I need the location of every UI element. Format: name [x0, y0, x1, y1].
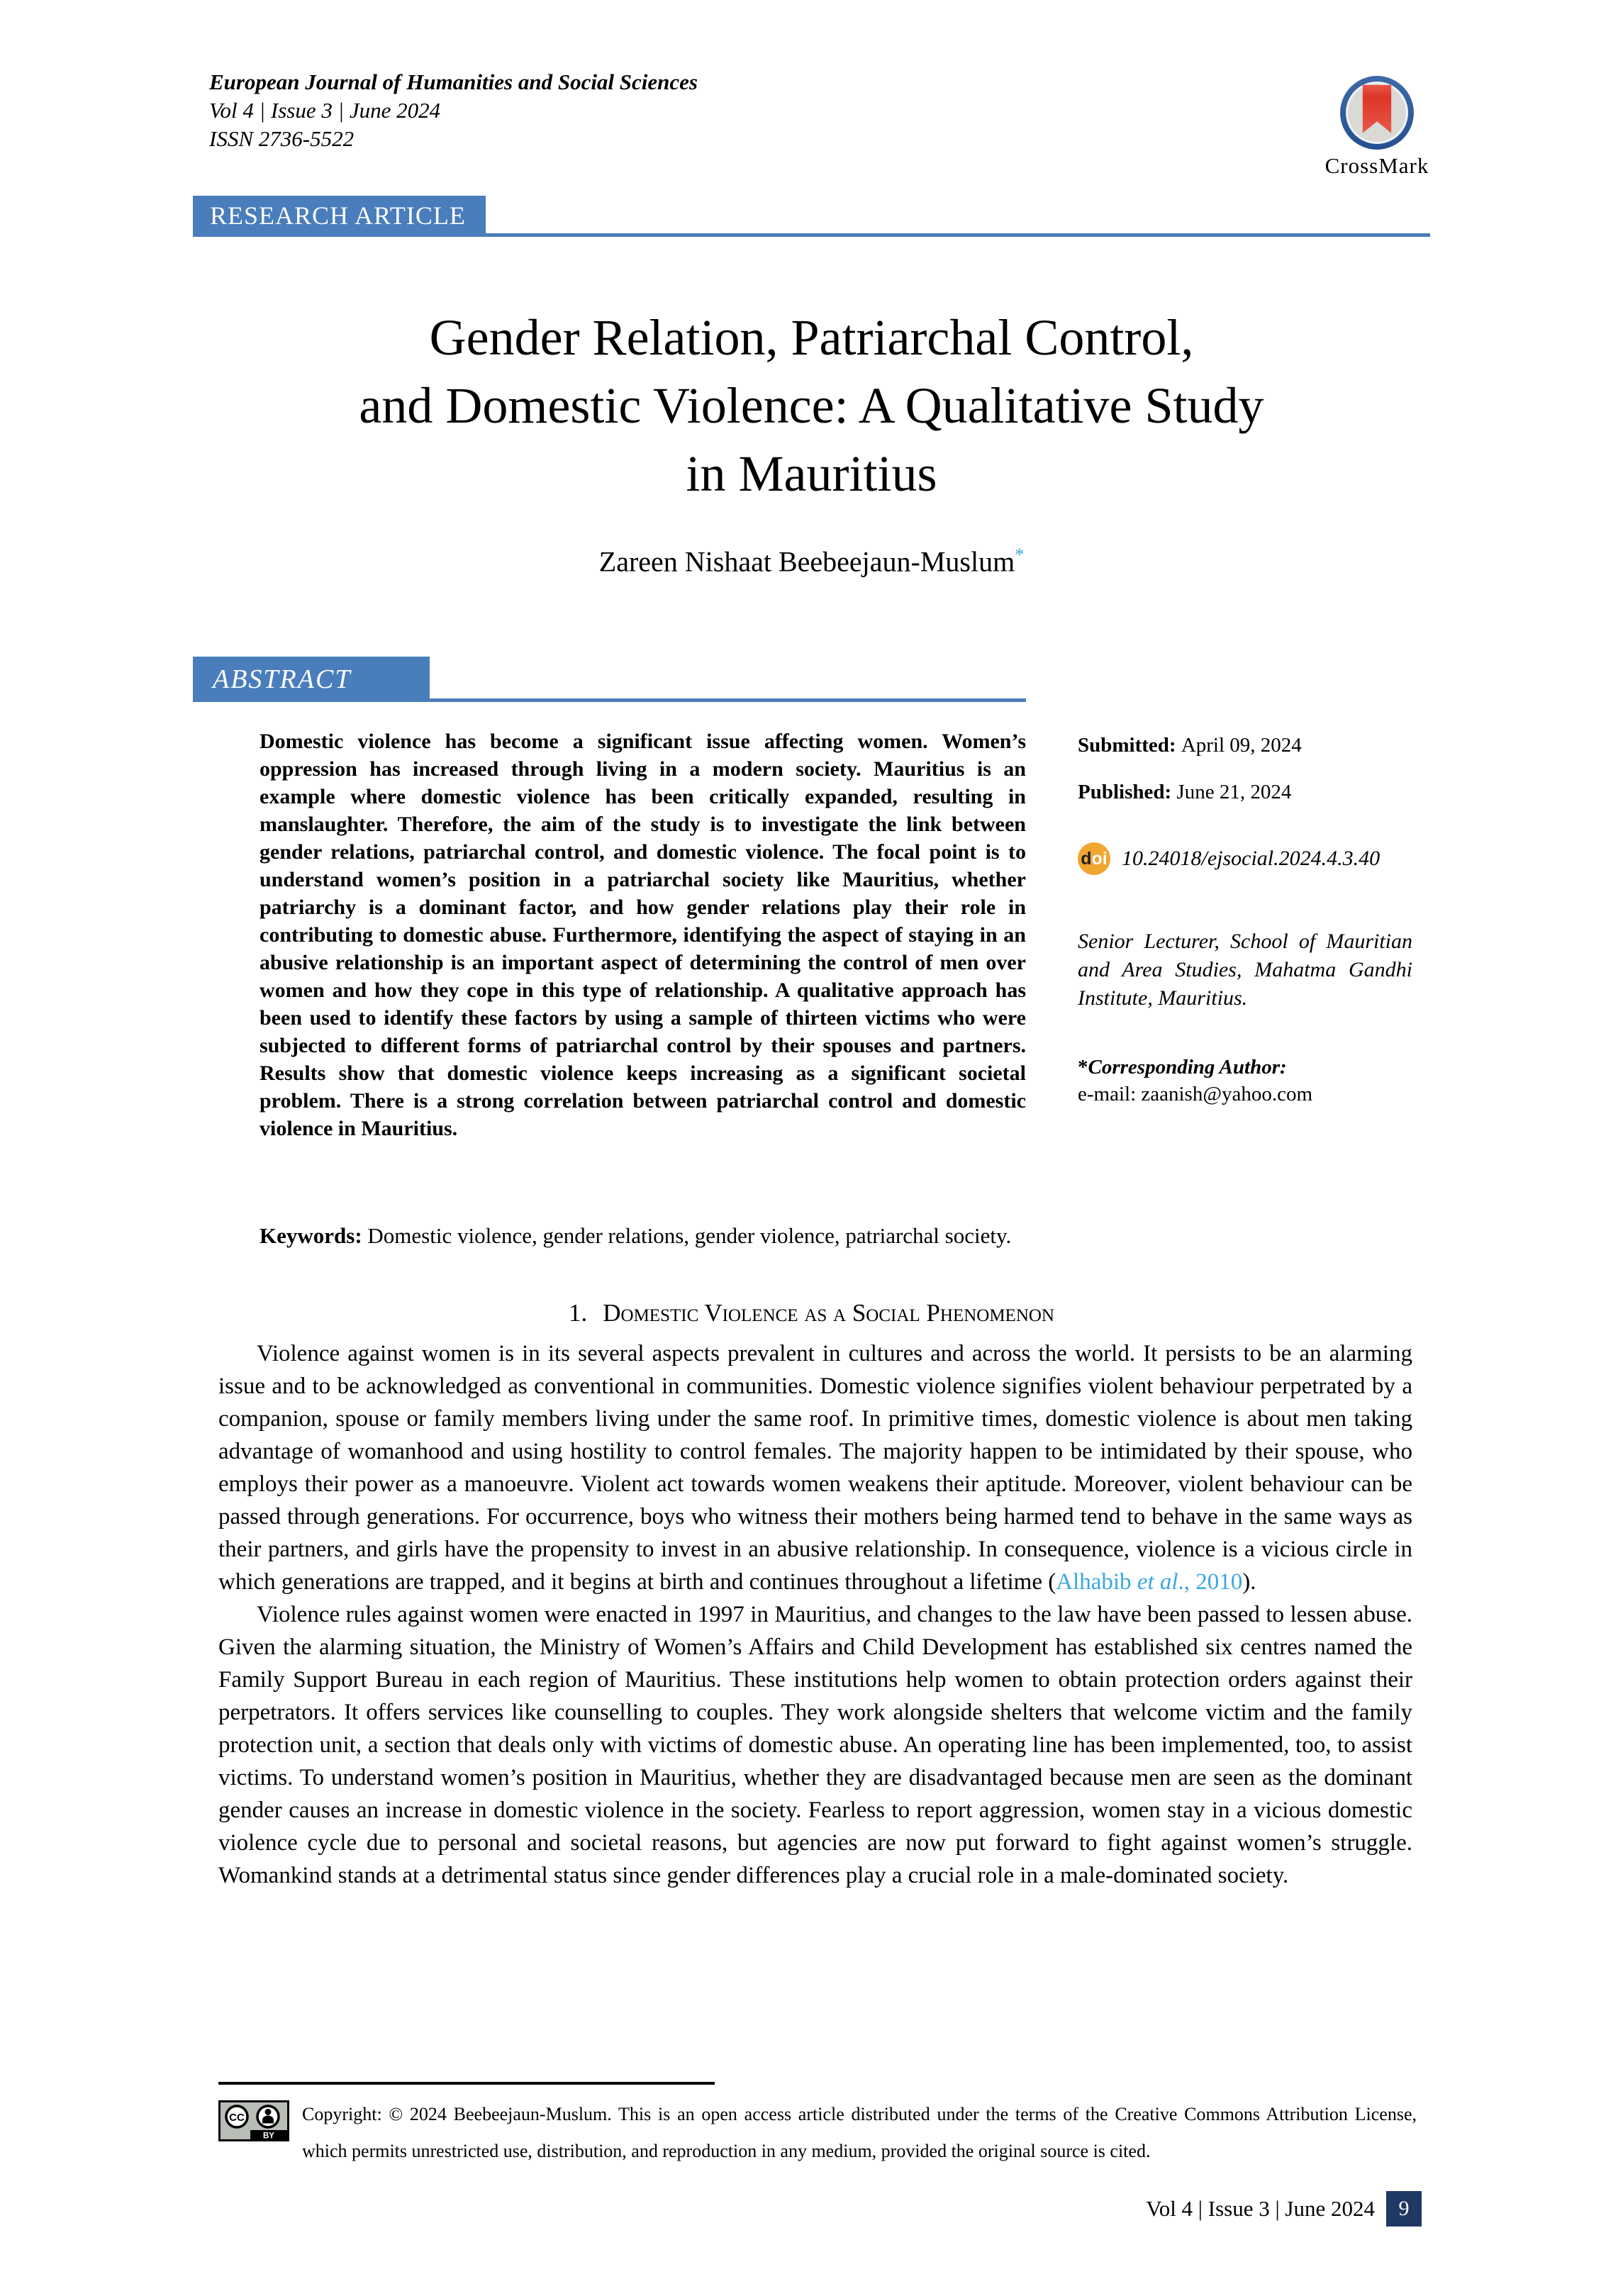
submitted-row [1078, 732, 1412, 759]
doi-value[interactable]: 10.24018/ejsocial.2024.4.3.40 [1122, 847, 1381, 870]
keywords-label: Keywords: [260, 1223, 362, 1248]
corresponding-author-label: *Corresponding Author: [1078, 1056, 1287, 1079]
keywords-text: Domestic violence, gender relations, gender violence, patriarchal society. [362, 1223, 1012, 1248]
author-affiliation: Senior Lecturer, School of Mauritian and Area Studies, Mahatma Gandhi Institute, Mauritius. [1078, 930, 1412, 1010]
page-title [193, 303, 1430, 508]
journal-issn: ISSN 2736-5522 [209, 126, 355, 151]
published-row [1078, 779, 1412, 806]
title-line-2: and Domestic Violence: A Qualitative Study [359, 377, 1264, 434]
journal-masthead [209, 68, 698, 153]
journal-name: European Journal of Humanities and Social Sciences [209, 69, 698, 94]
published-date: June 21, 2024 [1176, 781, 1292, 803]
title-line-3: in Mauritius [686, 445, 937, 502]
body-text [218, 1337, 1412, 1892]
submitted-date: April 09, 2024 [1181, 734, 1302, 757]
citation-link-alhabib-2010[interactable]: Alhabib et al., 2010 [1056, 1569, 1243, 1595]
author-name: Zareen Nishaat Beebeejaun-Muslum [598, 545, 1015, 578]
corresponding-author-email: e-mail: zaanish@yahoo.com [1078, 1083, 1313, 1105]
section-1-heading [193, 1299, 1430, 1327]
article-type-row [193, 196, 1430, 237]
svg-text:CC: CC [229, 2112, 245, 2124]
corresponding-author-asterisk: * [1015, 545, 1025, 565]
section-1-number: 1. [569, 1299, 588, 1327]
crossmark-label: CrossMark [1324, 153, 1429, 178]
footer-volume-text: Vol 4 | Issue 3 | June 2024 [1146, 2196, 1375, 2221]
copyright-block [218, 2096, 1417, 2170]
crossmark-logo-icon [1320, 75, 1434, 150]
corresponding-author-block [1078, 1054, 1412, 1108]
doi-row [1078, 842, 1412, 875]
author-line [193, 545, 1430, 578]
footnote-rule [218, 2082, 715, 2085]
article-meta-sidebar [1078, 732, 1412, 1108]
crossmark-widget[interactable] [1320, 75, 1434, 179]
abstract-heading: ABSTRACT [193, 657, 430, 702]
abstract-text: Domestic violence has become a significant issue affecting women. Women’s oppression has increased through living in a modern society. Mauritius is an example where domestic violence has been critically expanded, resulting in manslaughter. Therefore, the aim of the study is to investigate the link between gender relations, patriarchal control, and domestic violence. The focal point is to understand women’s position in a patriarchal society like Mauritius, whether patriarchy is a dominant factor, and how gender relations play their role in contributing to domestic abuse. Furthermore, identifying the aspect of staying in an abusive relationship is an important aspect of determining the control of men over women and how they cope in this type of relationship. A qualitative approach has been used to identify these factors by using a sample of thirteen victims who were subjected to different forms of patriarchal control by their spouses and partners. Results show that domestic violence keeps increasing as a significant societal problem. There is a strong correlation between patriarchal control and domestic violence in Mauritius. [260, 730, 1026, 1140]
copyright-text: Copyright: © 2024 Beebeejaun-Muslum. This is an open access article distributed under the terms of the Creative Commons Attribution License, which permits unrestricted use, distribution, and reproduction in any medium, provided the original source is cited. [302, 2104, 1417, 2161]
submitted-label: Submitted: [1078, 734, 1181, 757]
published-label: Published: [1078, 781, 1177, 803]
footer-volume-row [193, 2191, 1422, 2227]
body-paragraph-2: Violence rules against women were enacted in 1997 in Mauritius, and changes to the law have been passed to lessen abuse. Given the alarming situation, the Ministry of Women’s Affairs and Child Development has established six centres named the Family Support Bureau in each region of Mauritius. These institutions help women to obtain protection orders against their perpetrators. It offers services like counselling to couples. They work alongside shelters that welcome victim and the family protection unit, a section that deals only with victims of domestic abuse. An operating line has been implemented, too, to assist victims. To understand women’s position in Mauritius, whether they are disadvantaged because men are seen as the dominant gender causes an increase in domestic violence in the society. Fearless to report aggression, women stay in a vicious domestic violence cycle due to personal and societal reasons, but agencies are now put forward to fight against women’s struggle. Womankind stands at a detrimental status since gender differences play a crucial role in a male-dominated society. [218, 1602, 1412, 1888]
page-number-badge: 9 [1386, 2191, 1422, 2227]
section-1-title: Domestic Violence as a Social Phenomenon [603, 1299, 1054, 1327]
research-article-badge: RESEARCH ARTICLE [193, 196, 486, 237]
keywords-block [260, 1221, 1026, 1251]
journal-issue-line: Vol 4 | Issue 3 | June 2024 [209, 98, 441, 123]
cc-by-icon[interactable] [218, 2100, 289, 2154]
header-rule [486, 233, 1430, 237]
body-paragraph-1: Violence against women is in its several aspects prevalent in cultures and across the world. It persists to be an alarming issue and to be acknowledged as conventional in communities. Domestic violence signifies violent behaviour perpetrated by a companion, spouse or family members living under the same roof. In primitive times, domestic violence is about men taking advantage of womanhood and using hostility to control females. The majority happen to be intimidated by their spouse, who employs their power as a manoeuvre. Violent act towards women weakens their aptitude. Moreover, violent behaviour can be passed through generations. For occurrence, boys who witness their mothers being harmed tend to behave in the same ways as their partners, and girls have the propensity to invest in an abusive relationship. In consequence, violence is a vicious circle in which generations are trapped, and it begins at birth and continues throughout a lifetime (Alhabib et al., 2010). [218, 1341, 1412, 1595]
svg-text:BY: BY [263, 2131, 274, 2141]
title-line-1: Gender Relation, Patriarchal Control, [429, 309, 1194, 366]
doi-icon: d oi [1078, 842, 1110, 875]
